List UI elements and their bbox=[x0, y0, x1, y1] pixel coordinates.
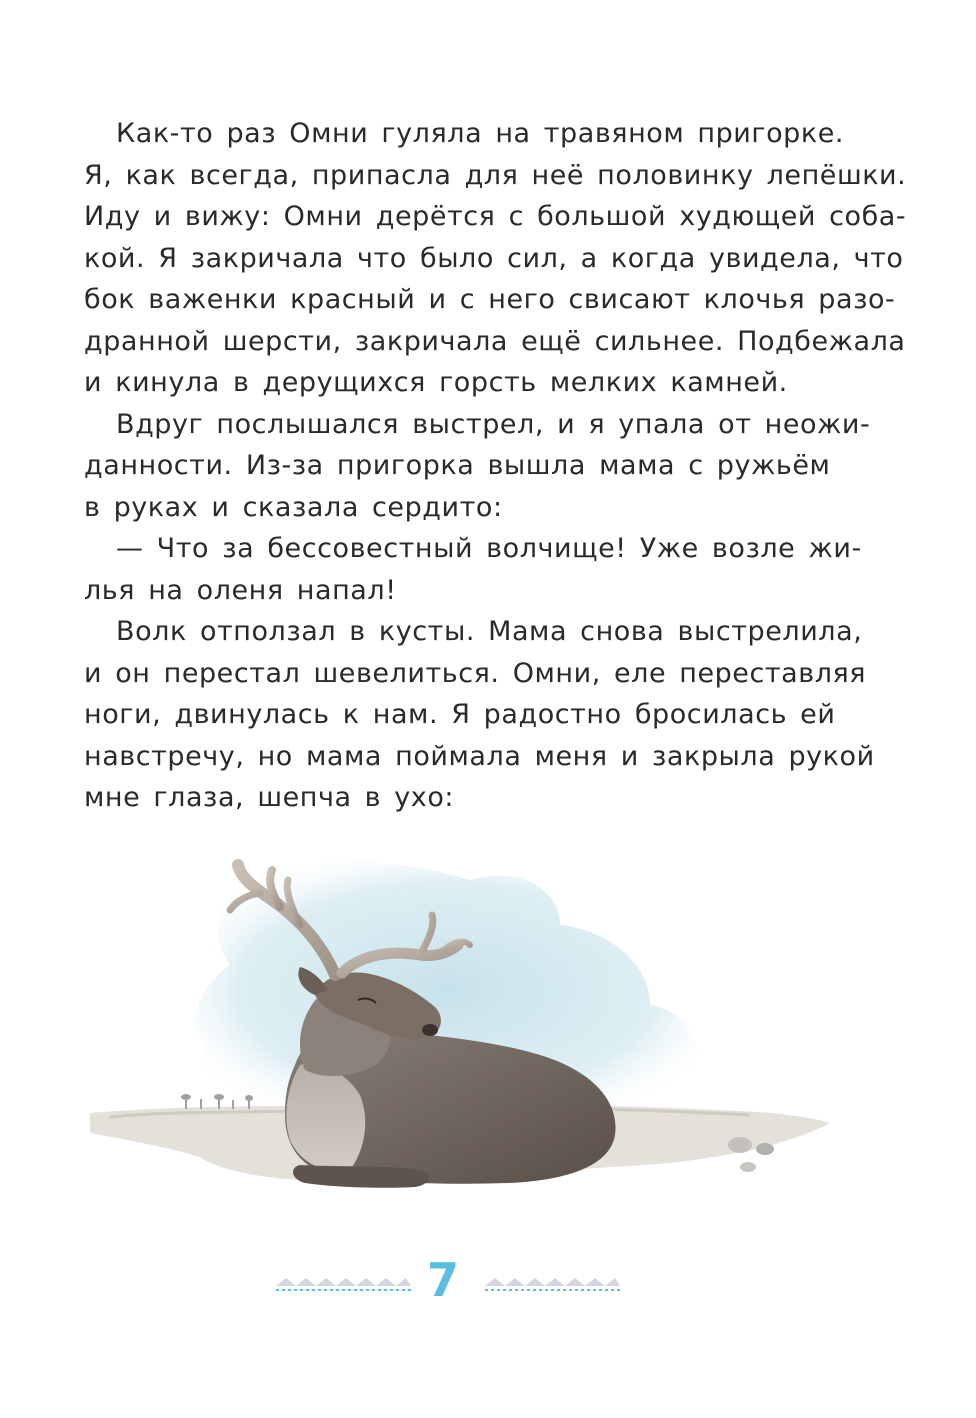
page-number: 7 bbox=[426, 1253, 459, 1307]
body-text bbox=[84, 113, 907, 819]
text-line: кой. Я закричала что было сил, а когда увидела, что bbox=[84, 242, 904, 274]
text-line: и он перестал шевелиться. Омни, еле переставляя bbox=[84, 657, 867, 689]
text-line: дранной шерсти, закричала ещё сильнее. Подбежала bbox=[84, 325, 906, 357]
text-line: бок важенки красный и с него свисают клочья разо- bbox=[84, 284, 896, 315]
text-line: навстречу, но мама поймала меня и закрыла рукой bbox=[84, 740, 875, 772]
text-line: лья на оленя напал! bbox=[84, 574, 397, 606]
stone bbox=[756, 1143, 774, 1155]
ornament-right-icon bbox=[485, 1272, 620, 1294]
text-line: мне глаза, шепча в ухо: bbox=[84, 782, 455, 813]
reindeer-illustration bbox=[90, 845, 835, 1215]
stone bbox=[740, 1162, 756, 1172]
text-line: данности. Из-за пригорка вышла мама с ружьём bbox=[84, 450, 831, 481]
text-line: Как-то раз Омни гуляла на травяном пригорке. bbox=[116, 118, 845, 149]
text-line: ноги, двинулась к нам. Я радостно бросилась ей bbox=[84, 699, 836, 730]
paragraph-2 bbox=[84, 404, 871, 529]
text-line: Я, как всегда, припасла для неё половинку лепёшки. bbox=[84, 159, 907, 191]
ornament-left-icon bbox=[276, 1272, 411, 1294]
text-line: и кинула в дерущихся горсть мелких камней. bbox=[84, 367, 788, 398]
text-line: Волк отползал в кусты. Мама снова выстрелила, bbox=[116, 616, 863, 647]
stone bbox=[728, 1137, 752, 1153]
paragraph-4 bbox=[84, 611, 875, 819]
text-line: Вдруг послышался выстрел, и я упала от неожи- bbox=[116, 408, 871, 440]
text-line: Иду и вижу: Омни дерётся с большой худющей соба- bbox=[84, 201, 907, 232]
page-footer bbox=[0, 1250, 976, 1310]
text-line: — Что за бессовестный волчище! Уже возле жи- bbox=[116, 533, 862, 564]
paragraph-1 bbox=[84, 113, 907, 404]
paragraph-3 bbox=[84, 528, 862, 611]
text-line: в руках и сказала сердито: bbox=[84, 491, 503, 523]
